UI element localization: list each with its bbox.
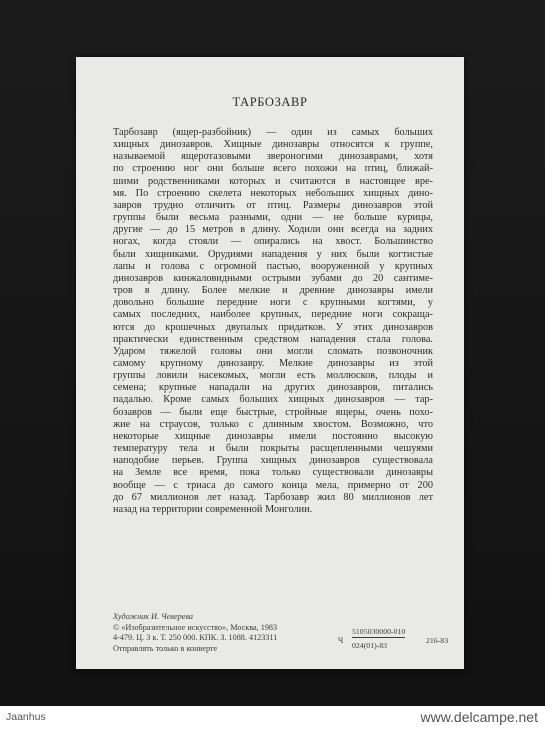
credits-block [113,612,363,654]
site-watermark: www.delcampe.net [420,709,538,725]
body-line: наподобие перьев. Группа хищных динозавров существовала [113,455,433,467]
body-line: назад на территории современной Монголии. [113,503,313,515]
mailing-note: Отправлять только в конверте [113,643,218,653]
seller-watermark: Jaanhus [6,711,46,723]
body-line: Тарбозавр (ящер-разбойник) — один из самых больших [113,127,433,138]
body-line: на Земле все время, пока только существовали динозавры [113,467,433,479]
body-line: до 67 миллионов лет назад. Тарбозавр жил 80 миллионов лет [113,491,433,503]
card-title: ТАРБОЗАВР [232,95,308,109]
body-line: жие на страусов, только с длинным хвостом. Возможно, что [113,418,433,430]
body-line: лапы и голова с огромной пастью, вооруженной у крупных [113,260,433,272]
card-body-text [113,127,433,516]
body-line: тров в длину. Более мелкие и древние динозавры имели [113,285,433,297]
body-line: семена; крупные нападали на других динозавров, питались [113,382,433,394]
body-line: были хищниками. Орудиями нападения у них были когтистые [113,248,433,260]
body-line: вообще — с триаса до самого конца мела, примерно от 200 [113,479,433,491]
body-line: группы ловили насекомых, могли есть моллюсков, плоды и [113,370,433,382]
code-suffix: 216-83 [426,636,449,645]
body-line: мя. По строению скелета некоторых небольших хищных дино- [113,187,433,199]
body-line: ногах, когда стояли — опирались на хвост. Большинство [113,236,433,248]
body-line: динозавров кинжаловидными острыми зубами до 20 сантиме- [113,272,433,284]
body-line: хищных динозавров. Хищные динозавры относятся к группе, [113,139,433,151]
print-info-line: 4-479. Ц. 3 к. Т. 250 000. КПК. З. 1088. 4123311 [113,633,278,643]
catalog-code [338,624,458,654]
body-line: температуру тела и были покрыты расщепленными чешуями [113,443,433,455]
postcard [76,57,464,669]
body-line: некоторые хищные динозавры имели постоянно высокую [113,430,433,442]
artist-credit: Художник И. Чеверева [113,612,193,621]
publisher-line: © «Изобразительное искусство», Москва, 1983 [113,622,278,632]
watermark-footer [0,706,545,730]
body-line: другие — до 15 метров в длину. Ходили они всегда на задних [113,224,433,236]
body-line: самому крупному динозавру. Мелкие динозавры из этой [113,357,433,369]
body-line: шими родственниками которых и считаются в настоящее вре- [113,175,433,187]
body-line: бозавров — были еще быстрые, стройные ящеры, очень похо- [113,406,433,418]
body-line: самых последних, наиболее крупных, передние ноги сокраща- [113,309,433,321]
body-line: довольно большие передние ноги с крупными когтями, у [113,297,433,309]
body-line: группы были весьма разными, одни — не больше курицы, [113,212,433,224]
body-line: завров трудно отличить от птиц. Размеры динозавров этой [113,199,433,211]
body-line: практически единственным средством нападения стала голова. [113,333,433,345]
code-denominator: 024(01)-83 [352,641,388,650]
code-letter: Ч [338,636,344,645]
code-numerator: 5105030000-010 [352,627,406,636]
body-line: падалью. Кроме самых больших хищных динозавров — тар- [113,394,433,406]
body-line: Ударом тяжелой головы они могли сломать позвоночник [113,345,433,357]
body-line: ются до крошечных двупалых придатков. У этих динозавров [113,321,433,333]
body-line: по строению ног они больше всего похожи на птиц, ближай- [113,163,433,175]
body-line: называемой ящеротазовыми звероногими динозаврами, хотя [113,151,433,163]
